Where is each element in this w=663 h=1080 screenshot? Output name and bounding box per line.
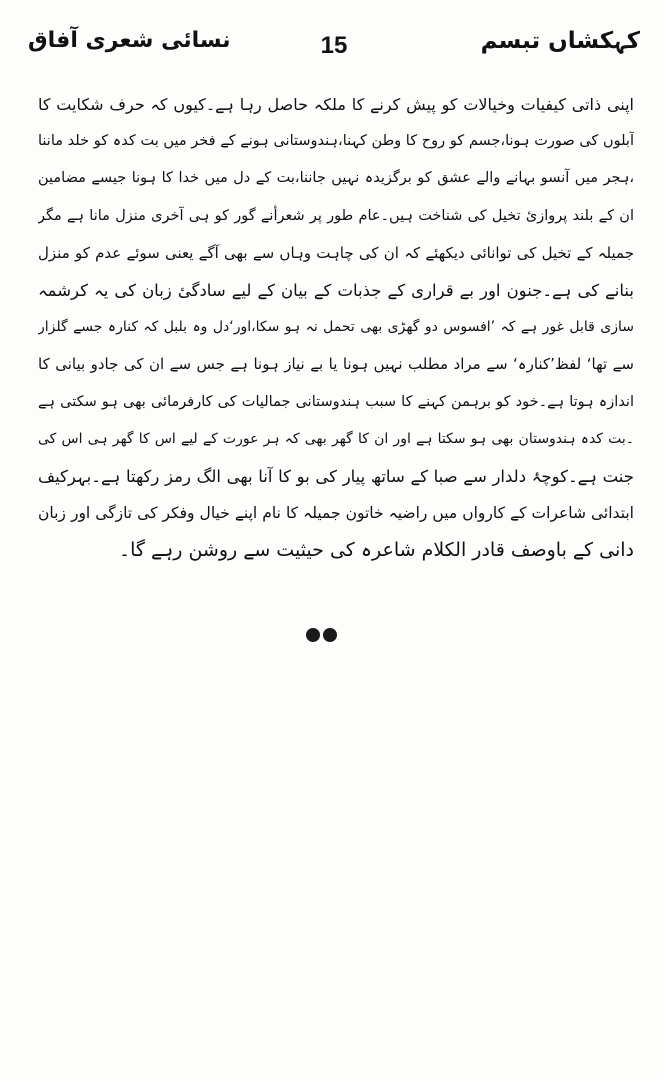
text-line: بنانے کی ہے۔جنون اور بے قراری کے جذبات کے بیان کے لیے سادگیٔ زبان کی یہ کرشمہ xyxy=(38,280,634,300)
text-line: جمیلہ کے تخیل کی توانائی دیکھئے کہ ان کی چاہت وہاں سے بھی آگے یعنی سوئے عدم کو منزل xyxy=(38,243,634,262)
end-dot xyxy=(306,628,320,642)
text-line: اندازہ ہوتا ہے۔خود کو برہمن کہنے کا سبب ہندوستانی جمالیات کی کارفرمائی بھی ہو سکتی ہے xyxy=(38,393,634,410)
end-dot xyxy=(323,628,337,642)
text-line: ان کے بلند پروازیٔ تخیل کی شناخت ہیں۔عام طور پر شعرأنے گور کو ہی آخری منزل مانا ہے مگر xyxy=(38,207,634,224)
text-line: آبلوں کی صورت ہونا،جسم کو روح کا وطن کہنا،ہندوستانی ہونے کے فخر میں بت کدہ کو خلد ماننا xyxy=(38,133,634,150)
text-line: اپنی ذاتی کیفیات وخیالات کو پیش کرنے کا ملکہ حاصل رہا ہے۔کیوں کہ حرف شکایت کا xyxy=(38,95,634,114)
text-line-last: دانی کے باوصف قادر الکلام شاعرہ کی حیثیت سے روشن رہے گا۔ xyxy=(118,539,634,562)
text-line: ،ہجر میں آنسو بہانے والے عشق کو برگزیدہ نہیں جاننا،بت کے دل میں خدا کا ہونا جیسے مضامین xyxy=(38,170,634,187)
body-text xyxy=(38,86,634,569)
page-header xyxy=(28,28,640,68)
author-name: کہکشاں تبسم xyxy=(480,28,640,54)
text-line: سے تھا‘ لفظ’کنارہ‘ سے مراد مطلب نہیں ہونا یا بے نیاز ہونا ہے جس سے ان کی جادو بیانی کا xyxy=(38,355,634,374)
text-line: ابتدائی شاعرات کے کارواں میں راضیہ خاتون جمیلہ کا نام اپنے خیال وفکر کی تازگی اور زبان xyxy=(38,504,634,523)
text-line: ۔بت کدہ ہندوستان بھی ہو سکتا ہے اور ان کا گھر بھی کہ ہر عورت کے لیے اس کا گھر ہی اس کی xyxy=(38,430,634,447)
text-line: جنت ہے۔کوچۂ دلدار سے صبا کے ساتھ پیار کی بو کا آنا بھی الگ رمز رکھتا ہے۔بہرکیف xyxy=(38,466,634,486)
page-number: 15 xyxy=(320,32,348,59)
book-title: نسائی شعری آفاق xyxy=(28,28,231,53)
text-line: سازی قابل غور ہے کہ ’افسوس دو گھڑی بھی تحمل نہ ہو سکا،اور‘دل وہ بلبل کہ کنارہ جسے گلزار xyxy=(38,319,634,336)
section-end-ornament xyxy=(306,628,340,642)
